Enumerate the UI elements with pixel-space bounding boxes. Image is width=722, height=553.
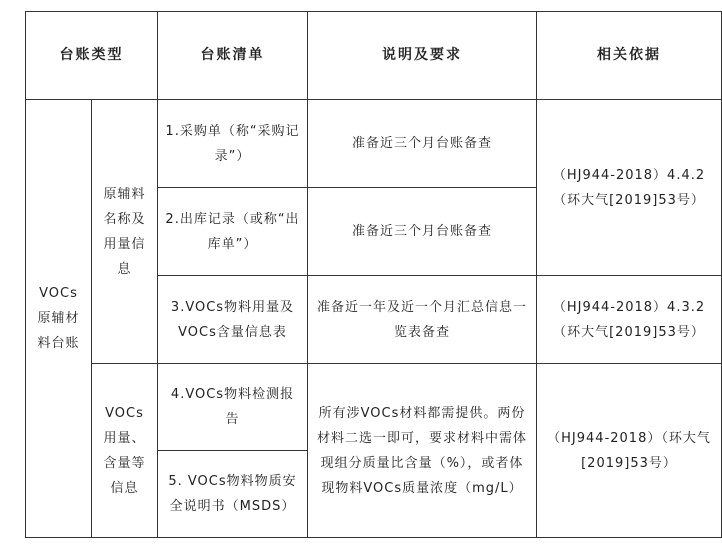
list-item-cell: 3.VOCs物料用量及VOCs含量信息表 [158,276,308,364]
group-name-cell: VOCs用量、含量等信息 [92,364,158,538]
basis-cell: （HJ944-2018）（环大气[2019]53号） [537,364,722,538]
table-row [26,100,722,188]
requirement-cell: 准备近一年及近一个月汇总信息一览表备查 [308,276,537,364]
header-ledger-list: 台账清单 [158,12,308,100]
list-item-cell: 2.出库记录（或称“出库单”） [158,188,308,276]
list-item-cell: 5. VOCs物料物质安全说明书（MSDS） [158,451,308,538]
basis-cell: （HJ944-2018）4.3.2（环大气[2019]53号） [537,276,722,364]
requirement-cell: 所有涉VOCs材料都需提供。两份材料二选一即可，要求材料中需体现组分质量比含量（%），或者体现物料VOCs质量浓度（mg/L） [308,364,537,538]
group-name-cell: 原辅料名称及用量信息 [92,100,158,364]
header-ledger-type: 台账类型 [26,12,158,100]
requirement-cell: 准备近三个月台账备查 [308,100,537,188]
ledger-table [25,11,722,538]
header-requirements: 说明及要求 [308,12,537,100]
header-row [26,12,722,100]
list-item-cell: 1.采购单（称“采购记录”） [158,100,308,188]
table-row [26,364,722,451]
basis-cell: （HJ944-2018）4.4.2（环大气[2019]53号） [537,100,722,276]
requirement-cell: 准备近三个月台账备查 [308,188,537,276]
ledger-type-cell: VOCs原辅材料台账 [26,100,92,538]
list-item-cell: 4.VOCs物料检测报告 [158,364,308,451]
header-basis: 相关依据 [537,12,722,100]
